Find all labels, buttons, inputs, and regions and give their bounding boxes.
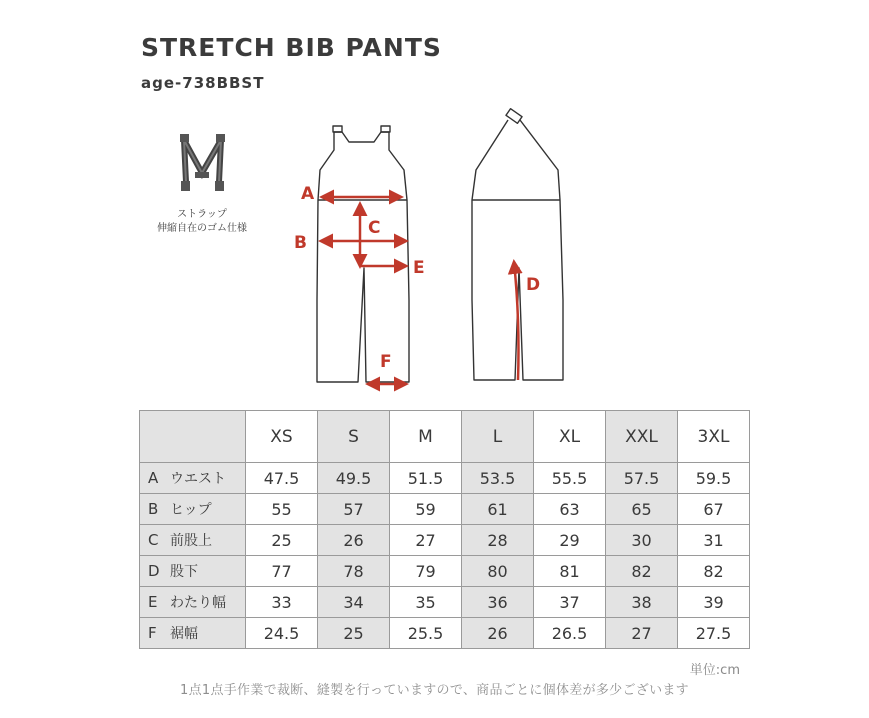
cell: 38 (606, 587, 678, 618)
cell: 51.5 (390, 463, 462, 494)
label-b: B (294, 233, 307, 253)
row-name: 裾幅 (170, 626, 198, 642)
table-row (140, 463, 750, 494)
cell: 27.5 (678, 618, 750, 649)
cell: 24.5 (246, 618, 318, 649)
strap-icon (180, 134, 225, 191)
cell: 25 (246, 525, 318, 556)
size-header-row (140, 411, 750, 463)
cell: 30 (606, 525, 678, 556)
cell: 78 (318, 556, 390, 587)
corner-cell (140, 411, 246, 463)
cell: 77 (246, 556, 318, 587)
row-label-hip (140, 494, 246, 525)
row-label-hem (140, 618, 246, 649)
measurement-labels (294, 184, 540, 372)
table-row (140, 618, 750, 649)
row-name: わたり幅 (170, 595, 226, 611)
cell: 27 (390, 525, 462, 556)
cell: 67 (678, 494, 750, 525)
row-label-thigh (140, 587, 246, 618)
cell: 37 (534, 587, 606, 618)
table-row (140, 525, 750, 556)
cell: 57.5 (606, 463, 678, 494)
row-name: 前股上 (170, 533, 212, 549)
row-label-inseam (140, 556, 246, 587)
cell: 29 (534, 525, 606, 556)
strap-caption (140, 208, 264, 236)
measurement-arrows (321, 197, 519, 384)
cell: 31 (678, 525, 750, 556)
strap-caption-line1: ストラップ (177, 209, 227, 220)
unit-label: 単位:cm (689, 663, 740, 678)
cell: 33 (246, 587, 318, 618)
cell: 53.5 (462, 463, 534, 494)
size-col-xxl: XXL (606, 411, 678, 463)
cell: 47.5 (246, 463, 318, 494)
label-e: E (413, 258, 425, 278)
label-c: C (368, 218, 381, 238)
row-name: ウエスト (170, 471, 226, 487)
label-d: D (526, 275, 541, 295)
cell: 26 (462, 618, 534, 649)
table-row (140, 587, 750, 618)
row-name: ヒップ (170, 502, 212, 518)
cell: 81 (534, 556, 606, 587)
cell: 26 (318, 525, 390, 556)
label-f: F (380, 352, 392, 372)
cell: 80 (462, 556, 534, 587)
row-letter: F (148, 624, 157, 642)
cell: 25.5 (390, 618, 462, 649)
cell: 55.5 (534, 463, 606, 494)
cell: 82 (678, 556, 750, 587)
size-col-l: L (462, 411, 534, 463)
size-table (139, 410, 750, 649)
table-row (140, 556, 750, 587)
cell: 82 (606, 556, 678, 587)
cell: 61 (462, 494, 534, 525)
product-code: age-738BBST (141, 74, 265, 92)
cell: 35 (390, 587, 462, 618)
cell: 36 (462, 587, 534, 618)
cell: 49.5 (318, 463, 390, 494)
cell: 27 (606, 618, 678, 649)
handmade-note: 1点1点手作業で裁断、縫製を行っていますので、商品ごとに個体差が多少ございます (180, 683, 689, 698)
product-title: STRETCH BIB PANTS (141, 33, 442, 62)
strap-caption-line2: 伸縮自在のゴム仕様 (157, 223, 247, 234)
size-col-xs: XS (246, 411, 318, 463)
cell: 39 (678, 587, 750, 618)
row-label-waist (140, 463, 246, 494)
cell: 59.5 (678, 463, 750, 494)
cell: 59 (390, 494, 462, 525)
size-col-xl: XL (534, 411, 606, 463)
row-name: 股下 (170, 564, 198, 580)
size-col-m: M (390, 411, 462, 463)
cell: 65 (606, 494, 678, 525)
cell: 28 (462, 525, 534, 556)
cell: 25 (318, 618, 390, 649)
cell: 57 (318, 494, 390, 525)
cell: 63 (534, 494, 606, 525)
row-letter: B (148, 500, 159, 518)
row-letter: A (148, 469, 159, 487)
cell: 26.5 (534, 618, 606, 649)
row-letter: D (148, 562, 160, 580)
table-row (140, 494, 750, 525)
cell: 79 (390, 556, 462, 587)
cell: 55 (246, 494, 318, 525)
row-letter: C (148, 531, 159, 549)
label-a: A (301, 184, 315, 204)
row-label-front-rise (140, 525, 246, 556)
cell: 34 (318, 587, 390, 618)
size-col-3xl: 3XL (678, 411, 750, 463)
size-col-s: S (318, 411, 390, 463)
row-letter: E (148, 593, 158, 611)
front-view (317, 126, 409, 382)
